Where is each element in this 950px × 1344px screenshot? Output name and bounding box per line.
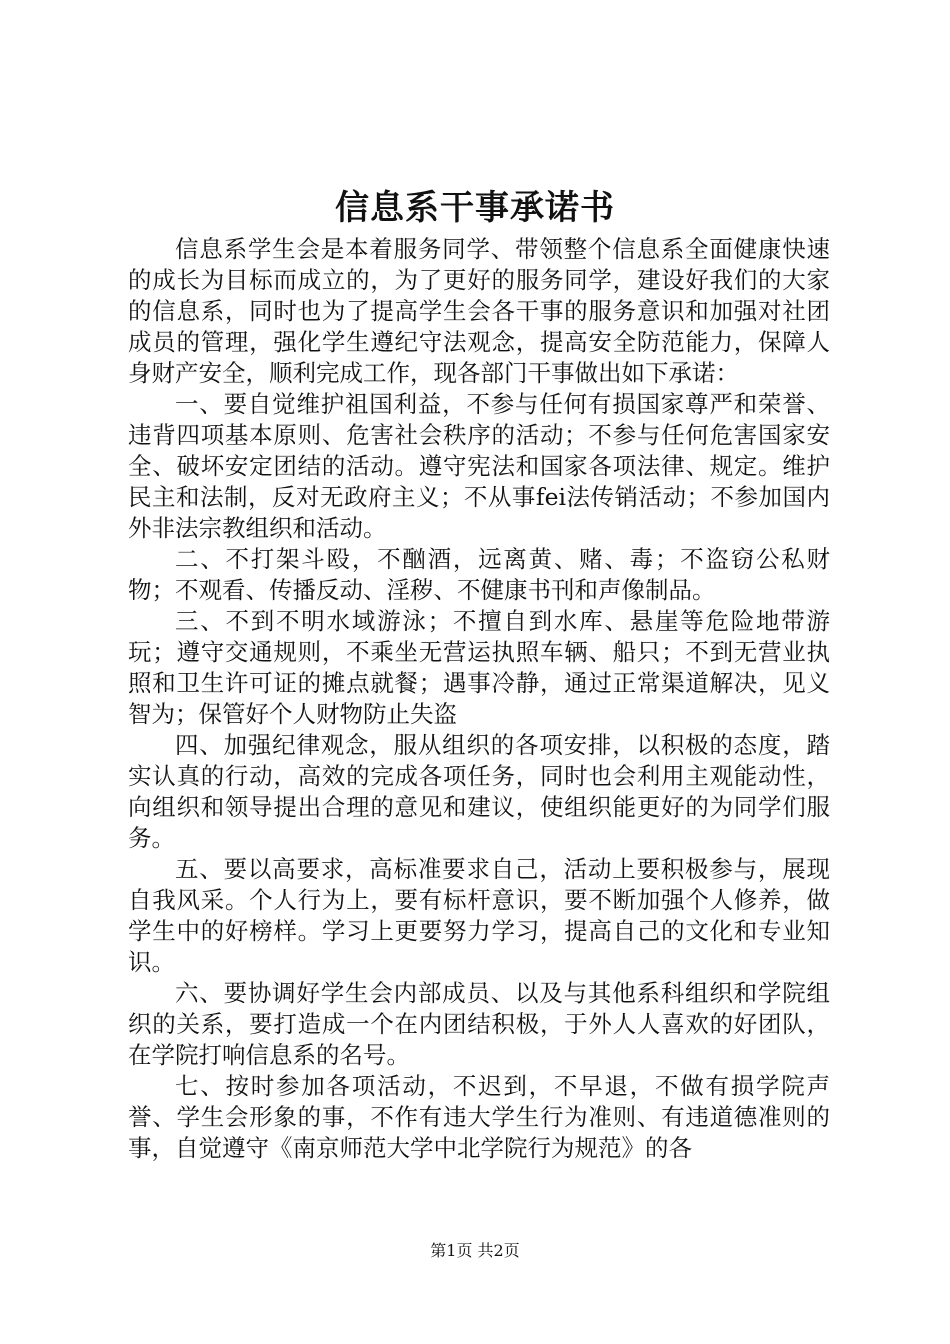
paragraph-intro: 信息系学生会是本着服务同学、带领整个信息系全面健康快速的成长为目标而成立的，为了更好的服务同学，建设好我们的大家的信息系，同时也为了提高学生会各干事的服务意识和加强对社团成员的管理，强化学生遵纪守法观念，提高安全防范能力，保障人身财产安全，顺利完成工作，现各部门干事做出如下承诺： — [128, 235, 830, 387]
paragraph-pledge-3: 三、不到不明水域游泳；不擅自到水库、悬崖等危险地带游玩；遵守交通规则，不乘坐无营运执照车辆、船只；不到无营业执照和卫生许可证的摊点就餐；遇事冷静，通过正常渠道解决，见义智为；保管好个人财物防止失盗 — [128, 607, 830, 728]
paragraph-pledge-5: 五、要以高要求，高标准要求自己，活动上要积极参与，展现自我风采。个人行为上，要有标杆意识，要不断加强个人修养，做学生中的好榜样。学习上更要努力学习，提高自己的文化和专业知识。 — [128, 855, 830, 976]
paragraph-pledge-4: 四、加强纪律观念，服从组织的各项安排，以积极的态度，踏实认真的行动，高效的完成各项任务，同时也会利用主观能动性，向组织和领导提出合理的意见和建议，使组织能更好的为同学们服务。 — [128, 731, 830, 852]
page-number-footer: 第1页 共2页 — [430, 1241, 520, 1260]
paragraph-pledge-1: 一、要自觉维护祖国利益，不参与任何有损国家尊严和荣誉、违背四项基本原则、危害社会秩序的活动；不参与任何危害国家安全、破坏安定团结的活动。遵守宪法和国家各项法律、规定。维护民主和法制，反对无政府主义；不从事fei法传销活动；不参加国内外非法宗教组织和活动。 — [128, 390, 830, 542]
paragraph-pledge-6: 六、要协调好学生会内部成员、以及与其他系科组织和学院组织的关系，要打造成一个在内团结积极，于外人人喜欢的好团队，在学院打响信息系的名号。 — [128, 979, 830, 1069]
document-title: 信息系干事承诺书 — [335, 188, 615, 228]
paragraph-pledge-7: 七、按时参加各项活动，不迟到，不早退，不做有损学院声誉、学生会形象的事，不作有违大学生行为准则、有违道德准则的事，自觉遵守《南京师范大学中北学院行为规范》的各 — [128, 1072, 830, 1162]
paragraph-pledge-2: 二、不打架斗殴，不酗酒，远离黄、赌、毒；不盗窃公私财物；不观看、传播反动、淫秽、不健康书刊和声像制品。 — [128, 545, 830, 604]
document-body — [128, 234, 830, 1164]
